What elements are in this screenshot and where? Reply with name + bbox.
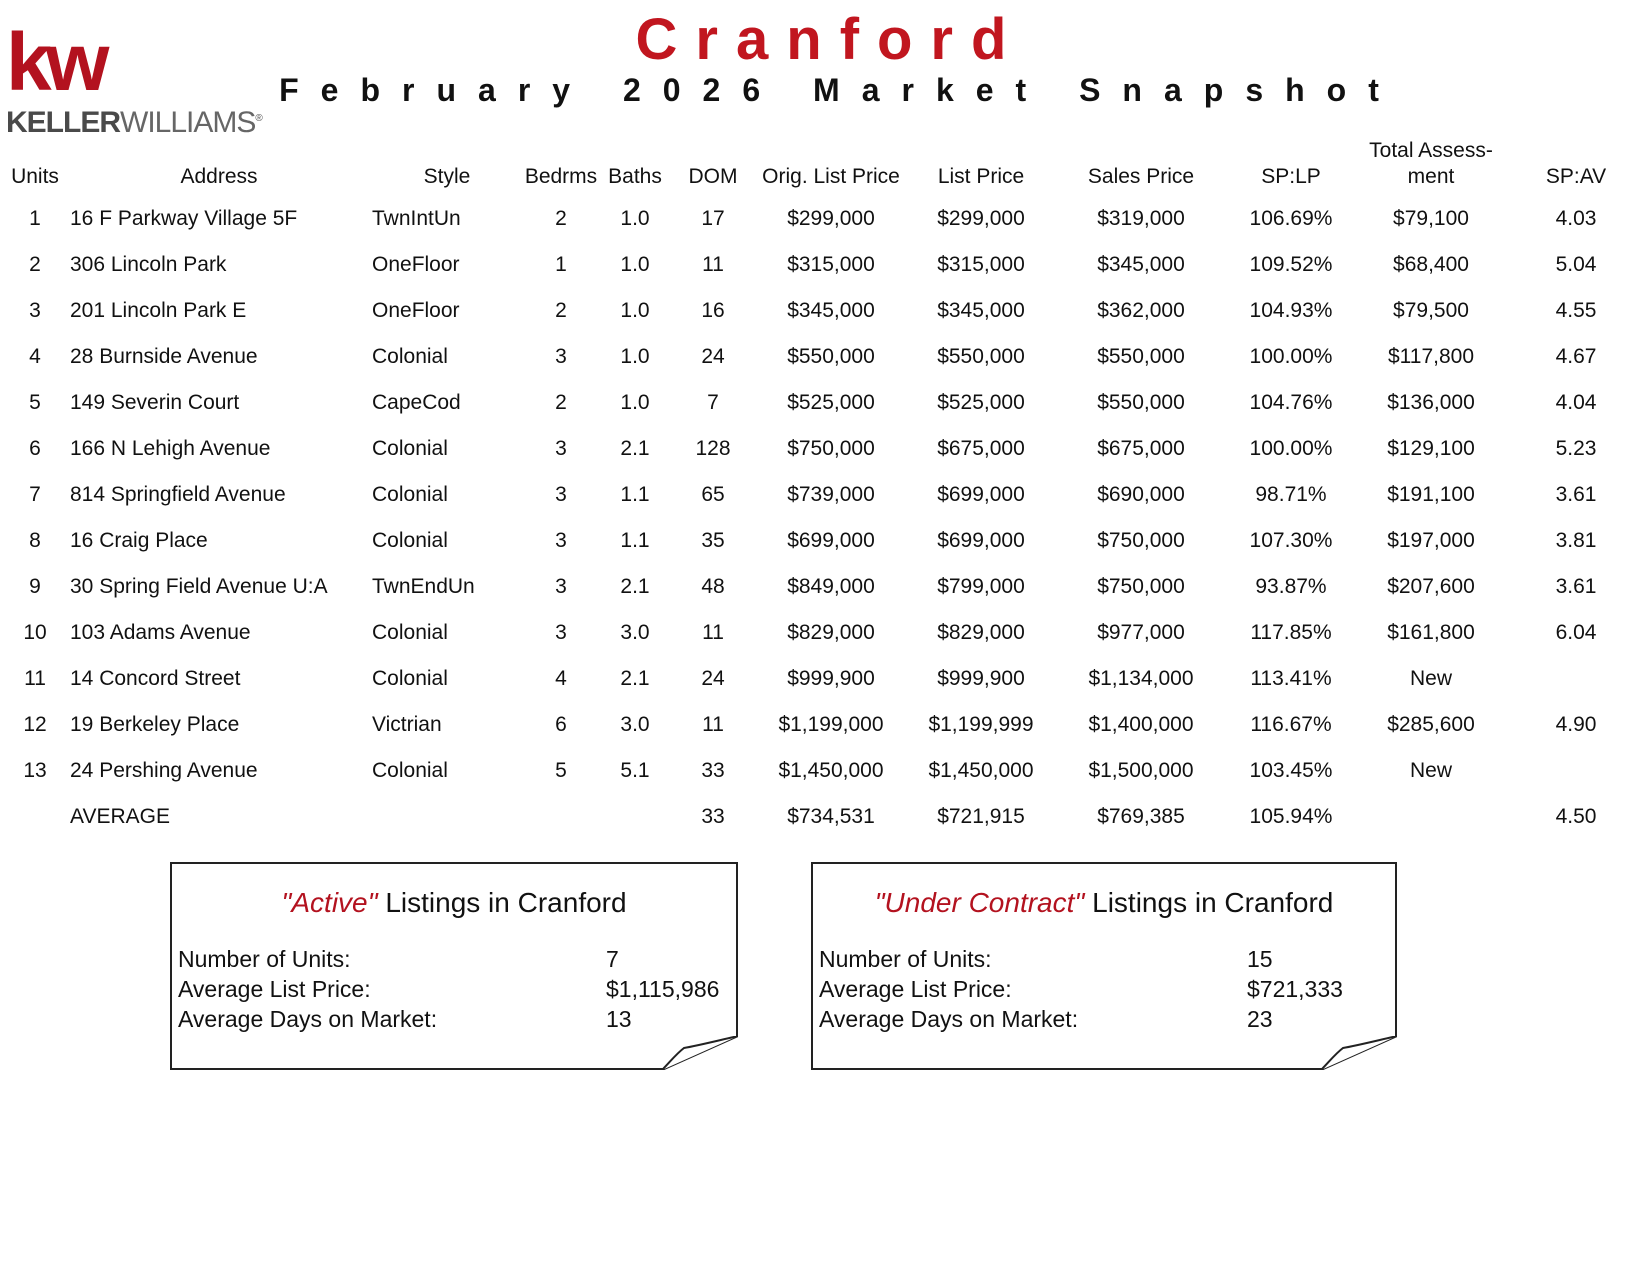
contract-price-label: Average List Price: (819, 976, 1012, 1002)
cell-unit-number: 1 (29, 207, 41, 230)
table-row (4, 564, 1646, 610)
cell-sp-av (1506, 656, 1646, 702)
cell-sp-av: 5.23 (1555, 437, 1597, 460)
sales-table (4, 132, 1646, 840)
contract-title-rest: Listings in Cranford (1084, 887, 1334, 918)
cell-list-price: $721,915 (937, 805, 1025, 828)
cell-orig-list-price: $750,000 (787, 437, 875, 460)
table-row (4, 610, 1646, 656)
cell-list-price: $525,000 (937, 391, 1025, 414)
active-units-value: 7 (606, 946, 619, 972)
cell-list-price: $675,000 (937, 437, 1025, 460)
under-contract-box (811, 862, 1397, 1070)
cell-style: Victrian (372, 713, 442, 736)
cell-orig-list-price: $299,000 (787, 207, 875, 230)
cell-sp-lp: 100.00% (1249, 345, 1333, 368)
cell-unit-number: 11 (24, 667, 46, 690)
cell-sp-lp: 107.30% (1249, 529, 1333, 552)
cell-list-price: $299,000 (937, 207, 1025, 230)
cell-baths: 2.1 (620, 437, 650, 460)
cell-style: Colonial (372, 529, 448, 552)
active-highlight: "Active" (281, 887, 378, 918)
cell-bedrooms: 2 (555, 299, 567, 322)
cell-orig-list-price: $739,000 (787, 483, 875, 506)
cell-baths: 1.0 (620, 299, 650, 322)
cell-sales-price: $550,000 (1097, 391, 1185, 414)
cell-orig-list-price: $829,000 (787, 621, 875, 644)
cell-bedrooms: 4 (555, 667, 567, 690)
contract-listings-title (813, 886, 1395, 920)
cell-total-assessment: $285,600 (1387, 713, 1475, 736)
cell-bedrooms: 5 (555, 759, 567, 782)
cell-total-assessment: $191,100 (1387, 483, 1475, 506)
table-row (4, 196, 1646, 242)
column-header: Baths (608, 165, 662, 188)
contract-dom-label: Average Days on Market: (819, 1006, 1079, 1032)
cell-sp-lp: 103.45% (1249, 759, 1333, 782)
cell-unit-number: 13 (23, 759, 47, 782)
cell-bedrooms: 3 (555, 437, 567, 460)
cell-sales-price: $1,400,000 (1088, 713, 1194, 736)
cell-total-assessment: $79,500 (1393, 299, 1469, 322)
cell-sp-av: 4.03 (1555, 207, 1597, 230)
column-header: Bedrms (524, 165, 598, 188)
cell-style: Colonial (372, 483, 448, 506)
cell-address: 166 N Lehigh Avenue (70, 437, 271, 460)
cell-style: TwnIntUn (372, 207, 461, 230)
cell-baths: 1.0 (620, 345, 650, 368)
cell-list-price: $1,450,000 (928, 759, 1034, 782)
cell-address: 24 Pershing Avenue (70, 759, 258, 782)
cell-sp-lp: 117.85% (1250, 621, 1332, 644)
cell-total-assessment: New (1409, 759, 1452, 782)
cell-address: 103 Adams Avenue (70, 621, 251, 644)
cell-sp-av: 4.04 (1555, 391, 1597, 414)
cell-bedrooms: 2 (555, 391, 567, 414)
contract-units-label: Number of Units: (819, 946, 992, 972)
column-header: Total Assess-ment (1369, 139, 1493, 188)
cell-total-assessment: New (1409, 667, 1452, 690)
cell-dom: 35 (701, 529, 725, 552)
cell-total-assessment: $117,800 (1387, 345, 1475, 368)
cell-style: Colonial (372, 437, 448, 460)
cell-dom: 33 (701, 805, 725, 828)
cell-address: 149 Severin Court (70, 391, 240, 414)
cell-sales-price: $750,000 (1097, 575, 1185, 598)
cell-sp-av: 3.81 (1555, 529, 1597, 552)
table-row (4, 472, 1646, 518)
cell-list-price: $315,000 (937, 253, 1025, 276)
cell-sales-price: $750,000 (1097, 529, 1185, 552)
cell-orig-list-price: $345,000 (787, 299, 875, 322)
cell-baths: 1.1 (620, 483, 650, 506)
cell-bedrooms: 3 (555, 483, 567, 506)
cell-dom: 128 (695, 437, 731, 460)
cell-bedrooms: 3 (555, 529, 567, 552)
cell-baths (600, 794, 670, 840)
column-header: SP:AV (1545, 165, 1607, 188)
cell-total-assessment: $136,000 (1387, 391, 1475, 414)
cell-unit-number: 5 (29, 391, 41, 414)
cell-sp-lp: 105.94% (1249, 805, 1333, 828)
cell-orig-list-price: $315,000 (787, 253, 875, 276)
cell-orig-list-price: $1,450,000 (778, 759, 884, 782)
cell-bedrooms: 3 (555, 575, 567, 598)
cell-sp-lp: 106.69% (1249, 207, 1333, 230)
logo-registered: ® (255, 113, 262, 124)
cell-orig-list-price: $1,199,000 (778, 713, 884, 736)
cell-sales-price: $550,000 (1097, 345, 1185, 368)
contract-units-value: 15 (1247, 946, 1273, 972)
contract-price-value: $721,333 (1247, 976, 1343, 1002)
cell-style: CapeCod (372, 391, 461, 414)
cell-list-price: $550,000 (937, 345, 1025, 368)
cell-unit-number (4, 794, 66, 840)
column-header: List Price (937, 165, 1025, 188)
cell-sp-av: 4.67 (1555, 345, 1597, 368)
cell-dom: 48 (701, 575, 725, 598)
cell-total-assessment: $197,000 (1387, 529, 1475, 552)
cell-sp-lp: 100.00% (1249, 437, 1333, 460)
cell-sales-price: $977,000 (1097, 621, 1185, 644)
cell-address: 28 Burnside Avenue (70, 345, 258, 368)
cell-total-assessment: $79,100 (1393, 207, 1469, 230)
cell-dom: 11 (702, 621, 724, 644)
cell-total-assessment (1356, 794, 1506, 840)
active-price-value: $1,115,986 (606, 976, 720, 1002)
cell-dom: 16 (701, 299, 725, 322)
table-row (4, 242, 1646, 288)
cell-unit-number: 2 (29, 253, 41, 276)
cell-total-assessment: $207,600 (1387, 575, 1475, 598)
cell-bedrooms: 1 (555, 253, 567, 276)
cell-list-price: $699,000 (937, 529, 1025, 552)
cell-bedrooms: 3 (555, 621, 567, 644)
cell-bedrooms: 6 (555, 713, 567, 736)
cell-baths: 1.0 (620, 391, 650, 414)
active-price-label: Average List Price: (178, 976, 371, 1002)
contract-highlight: "Under Contract" (874, 887, 1085, 918)
cell-sales-price: $319,000 (1097, 207, 1185, 230)
cell-sp-lp: 109.52% (1249, 253, 1333, 276)
cell-dom: 24 (701, 345, 725, 368)
column-header: SP:LP (1261, 165, 1321, 188)
cell-sp-lp: 104.93% (1249, 299, 1333, 322)
cell-bedrooms: 3 (555, 345, 567, 368)
cell-sp-lp: 104.76% (1249, 391, 1333, 414)
table-row (4, 748, 1646, 794)
cell-address: 16 F Parkway Village 5F (70, 207, 298, 230)
logo-mark: kw (6, 17, 104, 108)
cell-unit-number: 8 (29, 529, 41, 552)
cell-unit-number: 3 (29, 299, 41, 322)
cell-sp-lp: 116.67% (1250, 713, 1332, 736)
cell-baths: 3.0 (620, 713, 650, 736)
cell-baths: 1.1 (620, 529, 650, 552)
cell-dom: 11 (702, 253, 724, 276)
cell-sp-av: 6.04 (1555, 621, 1597, 644)
cell-style: Colonial (372, 345, 448, 368)
table-row (4, 334, 1646, 380)
cell-unit-number: 9 (29, 575, 41, 598)
column-header: Sales Price (1087, 165, 1195, 188)
cell-style: TwnEndUn (372, 575, 475, 598)
cell-total-assessment: $129,100 (1387, 437, 1475, 460)
cell-list-price: $1,199,999 (928, 713, 1034, 736)
active-dom-label: Average Days on Market: (178, 1006, 438, 1032)
cell-sp-lp: 113.41% (1250, 667, 1332, 690)
cell-orig-list-price: $550,000 (787, 345, 875, 368)
keller-williams-logo (6, 17, 262, 139)
table-header-row (4, 132, 1646, 196)
cell-address: 30 Spring Field Avenue U:A (70, 575, 328, 598)
cell-baths: 3.0 (620, 621, 650, 644)
cell-sp-av: 5.04 (1555, 253, 1597, 276)
cell-total-assessment: $161,800 (1387, 621, 1475, 644)
cell-sales-price: $769,385 (1097, 805, 1185, 828)
cell-bedrooms: 2 (555, 207, 567, 230)
page-curl-icon (662, 1036, 738, 1070)
cell-sales-price: $362,000 (1097, 299, 1185, 322)
cell-sales-price: $675,000 (1097, 437, 1185, 460)
cell-orig-list-price: $699,000 (787, 529, 875, 552)
cell-address: AVERAGE (70, 805, 170, 828)
cell-address: 201 Lincoln Park E (70, 299, 247, 322)
active-listings-title (172, 886, 736, 920)
column-header: Orig. List Price (762, 165, 900, 188)
cell-address: 16 Craig Place (70, 529, 208, 552)
cell-list-price: $999,900 (937, 667, 1025, 690)
table-row (4, 702, 1646, 748)
logo-wordmark-light: WILLIAMS (120, 106, 256, 139)
column-header: DOM (688, 165, 738, 188)
active-units-label: Number of Units: (178, 946, 351, 972)
cell-orig-list-price: $999,900 (787, 667, 875, 690)
cell-style (372, 794, 522, 840)
cell-sales-price: $345,000 (1097, 253, 1185, 276)
active-title-rest: Listings in Cranford (377, 887, 627, 918)
cell-dom: 33 (701, 759, 725, 782)
table-row (4, 426, 1646, 472)
table-row (4, 288, 1646, 334)
active-dom-value: 13 (606, 1006, 632, 1032)
cell-unit-number: 6 (29, 437, 41, 460)
cell-address: 306 Lincoln Park (70, 253, 227, 276)
cell-address: 19 Berkeley Place (70, 713, 240, 736)
cell-orig-list-price: $525,000 (787, 391, 875, 414)
cell-sp-av: 4.90 (1555, 713, 1597, 736)
cell-sp-lp: 93.87% (1255, 575, 1327, 598)
cell-sp-av: 4.50 (1555, 805, 1597, 828)
page-title: Cranford (635, 7, 1025, 72)
column-header: Address (180, 165, 258, 188)
table-body (4, 196, 1646, 840)
logo-wordmark-bold: KELLER (6, 106, 120, 139)
cell-address: 814 Springfield Avenue (70, 483, 286, 506)
cell-dom: 65 (701, 483, 725, 506)
cell-dom: 17 (701, 207, 725, 230)
cell-dom: 11 (702, 713, 724, 736)
cell-list-price: $699,000 (937, 483, 1025, 506)
cell-baths: 2.1 (620, 667, 650, 690)
cell-bedrooms (522, 794, 600, 840)
cell-sales-price: $1,134,000 (1088, 667, 1194, 690)
cell-style: Colonial (372, 621, 448, 644)
cell-unit-number: 4 (29, 345, 41, 368)
cell-sp-av: 3.61 (1555, 483, 1597, 506)
cell-list-price: $829,000 (937, 621, 1025, 644)
page-curl-icon (1321, 1036, 1397, 1070)
column-header: Units (11, 165, 59, 188)
cell-address: 14 Concord Street (70, 667, 241, 690)
cell-baths: 2.1 (620, 575, 650, 598)
active-listings-box (170, 862, 738, 1070)
cell-list-price: $799,000 (937, 575, 1025, 598)
cell-dom: 7 (707, 391, 719, 414)
cell-unit-number: 12 (23, 713, 47, 736)
cell-dom: 24 (701, 667, 725, 690)
cell-style: OneFloor (372, 253, 460, 276)
page-subtitle: February 2026 Market Snapshot (279, 72, 1401, 108)
cell-unit-number: 10 (23, 621, 47, 644)
cell-sales-price: $1,500,000 (1088, 759, 1194, 782)
cell-style: Colonial (372, 759, 448, 782)
cell-sp-av (1506, 748, 1646, 794)
contract-dom-value: 23 (1247, 1006, 1273, 1032)
column-header: Style (423, 165, 471, 188)
cell-style: Colonial (372, 667, 448, 690)
cell-list-price: $345,000 (937, 299, 1025, 322)
table-row (4, 518, 1646, 564)
cell-baths: 1.0 (620, 253, 650, 276)
table-row (4, 656, 1646, 702)
cell-sp-av: 4.55 (1555, 299, 1597, 322)
cell-unit-number: 7 (29, 483, 41, 506)
cell-baths: 5.1 (620, 759, 650, 782)
cell-sales-price: $690,000 (1097, 483, 1185, 506)
cell-sp-lp: 98.71% (1255, 483, 1327, 506)
cell-total-assessment: $68,400 (1393, 253, 1469, 276)
table-row (4, 380, 1646, 426)
cell-orig-list-price: $734,531 (787, 805, 875, 828)
cell-orig-list-price: $849,000 (787, 575, 875, 598)
cell-style: OneFloor (372, 299, 460, 322)
average-row (4, 794, 1646, 840)
cell-sp-av: 3.61 (1555, 575, 1597, 598)
cell-baths: 1.0 (620, 207, 650, 230)
